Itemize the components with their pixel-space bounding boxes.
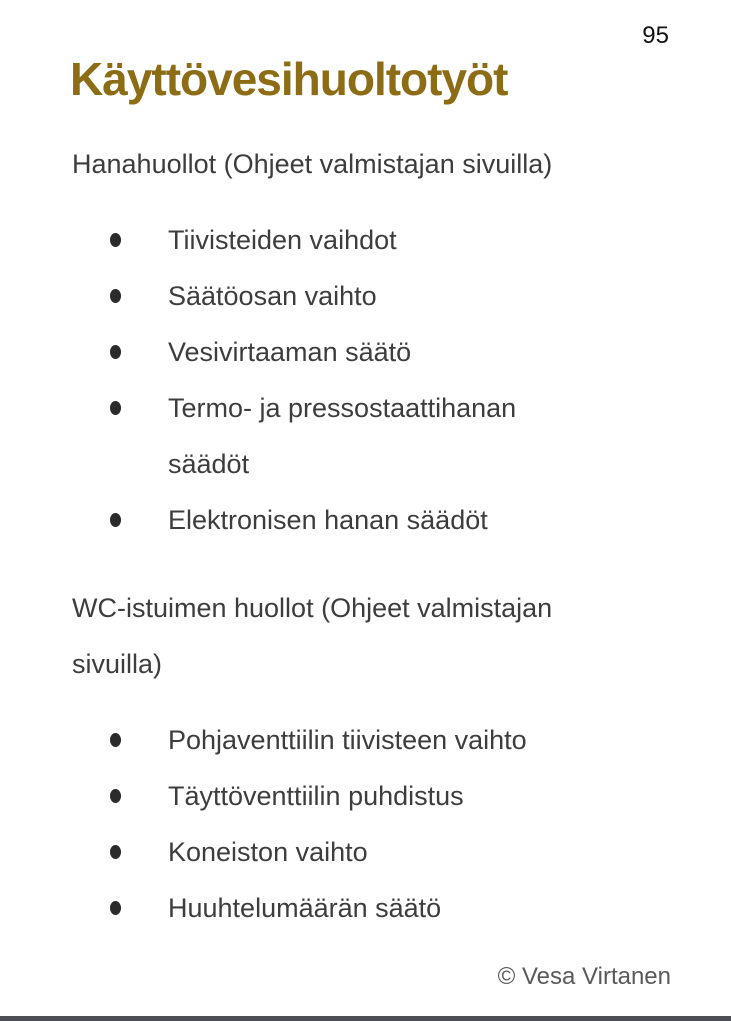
- slide-content: [0, 136, 731, 936]
- bullet-icon: [110, 901, 121, 915]
- list-item-label: Säätöosan vaihto: [168, 281, 377, 311]
- bullet-list-wc-istuimen: [0, 712, 731, 936]
- bullet-icon: [110, 289, 121, 303]
- section-heading-hanahuollot: Hanahuollot (Ohjeet valmistajan sivuilla): [72, 149, 553, 179]
- section-heading-wc-istuimen: WC-istuimen huollot (Ohjeet valmistajan sivuilla): [72, 593, 553, 679]
- list-item: [108, 268, 568, 324]
- list-item: [108, 492, 568, 548]
- bullet-icon: [110, 845, 121, 859]
- list-item-label: Koneiston vaihto: [168, 837, 368, 867]
- bullet-icon: [110, 233, 121, 247]
- list-item-label: Tiivisteiden vaihdot: [168, 225, 397, 255]
- list-item: [108, 380, 568, 492]
- list-item: [108, 768, 568, 824]
- copyright-credit: © Vesa Virtanen: [497, 963, 671, 990]
- list-item: [108, 324, 568, 380]
- list-item-label: Pohjaventtiilin tiivisteen vaihto: [168, 725, 527, 755]
- list-item: [108, 712, 568, 768]
- bullet-icon: [110, 789, 121, 803]
- bullet-icon: [110, 513, 121, 527]
- bottom-divider-bar: [0, 1016, 731, 1021]
- bullet-icon: [110, 733, 121, 747]
- list-item: [108, 212, 568, 268]
- list-item-label: Elektronisen hanan säädöt: [168, 505, 488, 535]
- bullet-list-hanahuollot: [0, 212, 731, 548]
- page-title: Käyttövesihuoltotyöt: [70, 53, 508, 105]
- bullet-icon: [110, 345, 121, 359]
- list-item-label: Vesivirtaaman säätö: [168, 337, 412, 367]
- page-number: 95: [642, 22, 669, 49]
- bullet-icon: [110, 401, 121, 415]
- list-item-label: Termo- ja pressostaattihanan säädöt: [168, 393, 517, 479]
- list-item: [108, 880, 568, 936]
- list-item-label: Huuhtelumäärän säätö: [168, 893, 442, 923]
- list-item-label: Täyttöventtiilin puhdistus: [168, 781, 464, 811]
- list-item: [108, 824, 568, 880]
